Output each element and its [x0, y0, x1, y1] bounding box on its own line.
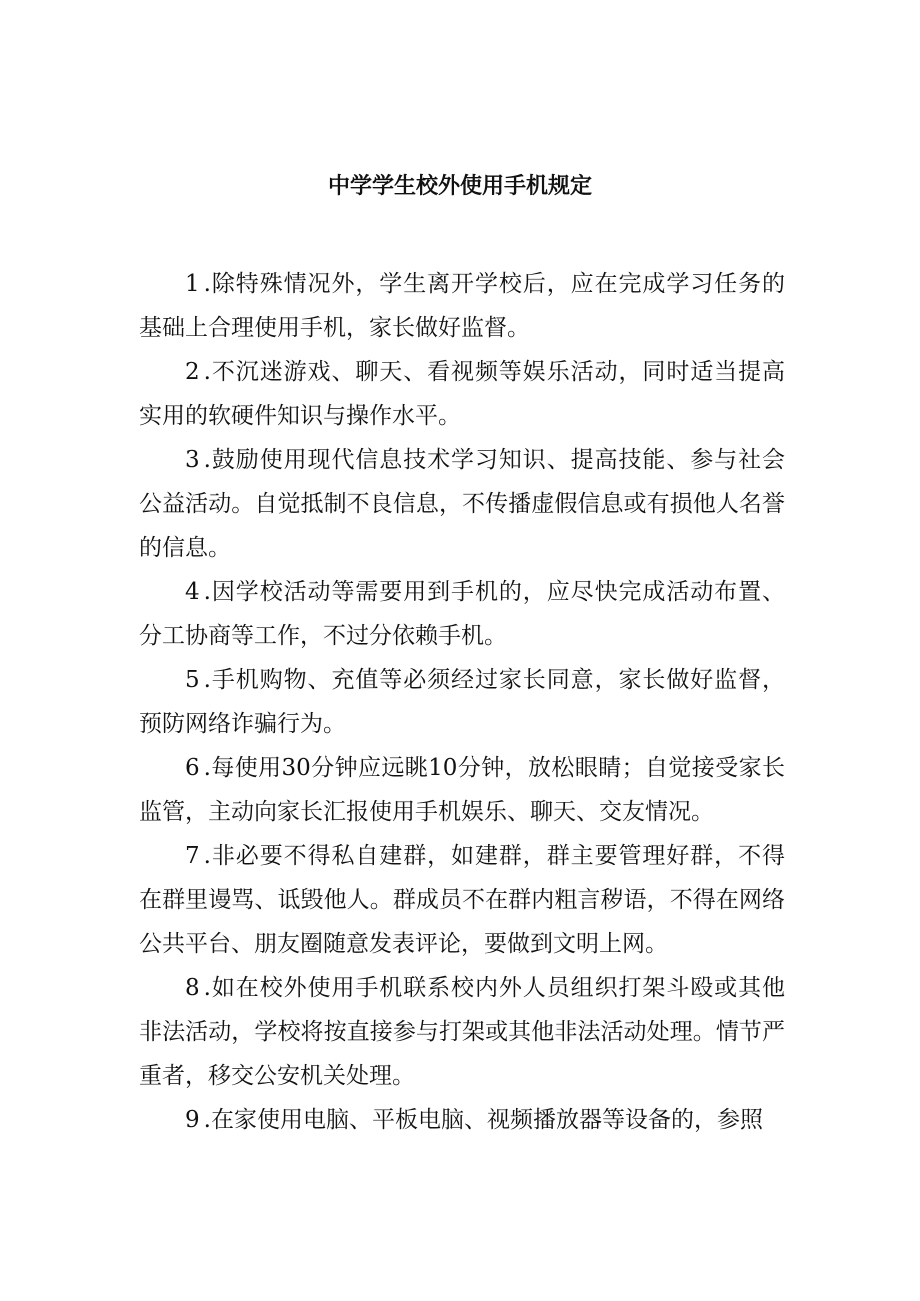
list-item — [139, 262, 785, 350]
item-text: .不沉迷游戏、聊天、看视频等娱乐活动，同时适当提高实用的软硬件知识与操作水平。 — [139, 359, 785, 429]
list-item — [139, 1098, 785, 1142]
list-item — [139, 350, 785, 438]
item-text: .非必要不得私自建群，如建群，群主要管理好群，不得在群里谩骂、诋毁他人。群成员不在群内粗言秽语，不得在网络公共平台、朋友圈随意发表评论，要做到文明上网。 — [139, 843, 785, 957]
document-title: 中学学生校外使用手机规定 — [327, 173, 592, 199]
item-number: 5 — [185, 667, 200, 693]
list-item — [139, 746, 785, 834]
item-number: 4 — [185, 579, 200, 605]
list-item — [139, 438, 785, 570]
item-number: 1 — [185, 271, 200, 297]
item-number: 8 — [185, 975, 200, 1001]
item-text: .除特殊情况外，学生离开学校后，应在完成学习任务的基础上合理使用手机，家长做好监督。 — [139, 271, 785, 341]
item-text: .手机购物、充值等必须经过家长同意，家长做好监督，预防网络诈骗行为。 — [139, 667, 785, 737]
document-body — [139, 262, 785, 1142]
item-text: .鼓励使用现代信息技术学习知识、提高技能、参与社会公益活动。自觉抵制不良信息，不传播虚假信息或有损他人名誉的信息。 — [139, 447, 785, 561]
item-number: 3 — [185, 447, 200, 473]
item-number: 9 — [185, 1107, 200, 1133]
list-item — [139, 658, 785, 746]
item-number: 7 — [185, 843, 200, 869]
list-item — [139, 570, 785, 658]
item-number: 2 — [185, 359, 200, 385]
list-item — [139, 834, 785, 966]
item-text: .因学校活动等需要用到手机的，应尽快完成活动布置、分工协商等工作，不过分依赖手机。 — [139, 579, 785, 649]
item-number: 6 — [185, 755, 200, 781]
item-text: .在家使用电脑、平板电脑、视频播放器等设备的，参照 — [203, 1107, 763, 1133]
item-text: .如在校外使用手机联系校内外人员组织打架斗殴或其他非法活动，学校将按直接参与打架或其他非法活动处理。情节严重者，移交公安机关处理。 — [139, 975, 785, 1089]
list-item — [139, 966, 785, 1098]
item-text: .每使用30分钟应远眺10分钟，放松眼睛；自觉接受家长监管，主动向家长汇报使用手机娱乐、聊天、交友情况。 — [139, 755, 785, 825]
